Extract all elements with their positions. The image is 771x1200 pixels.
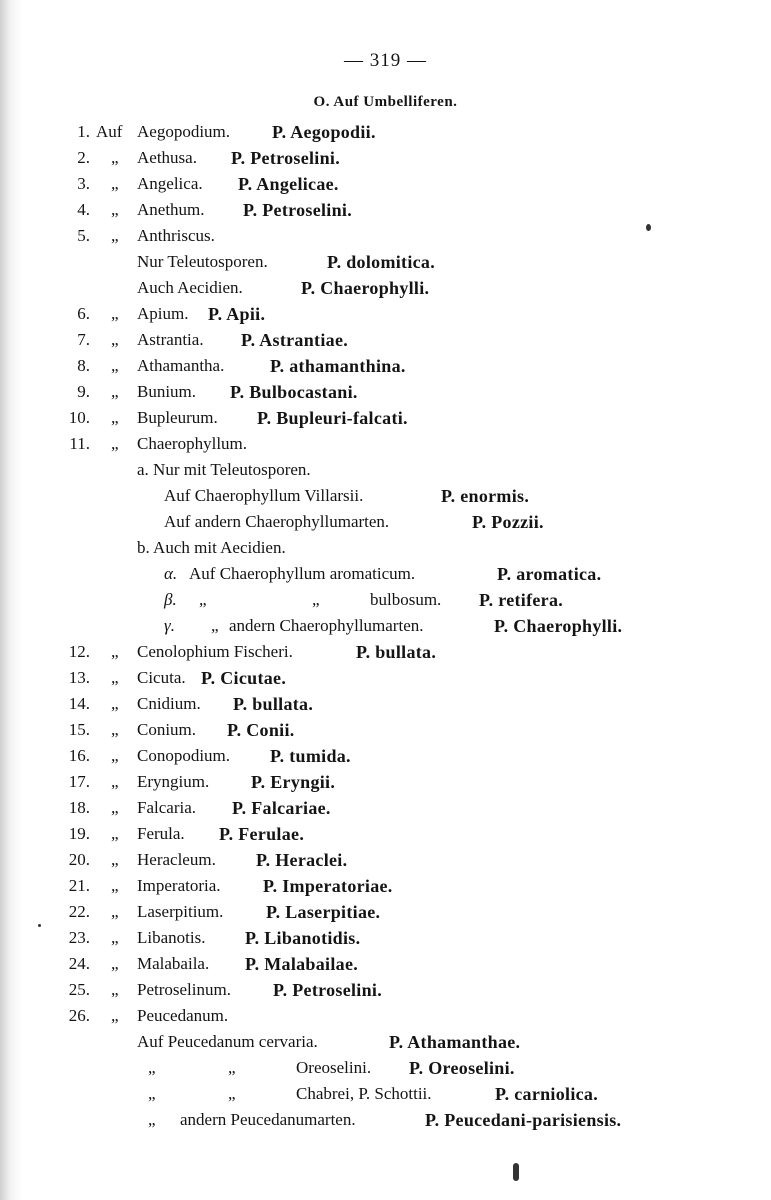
- host-plant: Apium.: [137, 304, 189, 323]
- host-plant: Peucedanum.: [137, 1006, 229, 1025]
- ditto-mark: „: [111, 668, 119, 687]
- ditto-mark: „: [111, 304, 119, 323]
- host-plant: Athamantha.: [137, 356, 225, 375]
- fungus-name: P. athamanthina.: [270, 356, 406, 376]
- host-plant: Heracleum.: [137, 850, 216, 869]
- host-plant: Petroselinum.: [137, 980, 231, 999]
- fungus-name: P. Chaerophylli.: [494, 616, 623, 636]
- ditto-mark: „: [111, 876, 119, 895]
- ditto-mark: „: [111, 408, 119, 427]
- ink-speck: [38, 924, 41, 927]
- host-plant: Falcaria.: [137, 798, 196, 817]
- fungus-name: P. Malabailae.: [245, 954, 359, 974]
- fungus-name: P. tumida.: [270, 746, 351, 766]
- sub-label: b. Auch mit Aecidien.: [137, 538, 286, 557]
- host-plant: Aethusa.: [137, 148, 197, 167]
- section-heading: O. Auf Umbelliferen.: [313, 94, 458, 110]
- ditto-mark: „: [111, 1006, 119, 1025]
- greek-mark: β.: [164, 590, 177, 609]
- ditto-mark: „: [111, 148, 119, 167]
- greek-mark: γ.: [164, 616, 175, 635]
- host-plant: Ferula.: [137, 824, 185, 843]
- fungus-name: P. carniolica.: [495, 1084, 599, 1104]
- host-plant: Angelica.: [137, 174, 203, 193]
- entry-number: 16.: [68, 746, 90, 765]
- ditto-mark: „: [111, 928, 119, 947]
- host-plant: Libanotis.: [137, 928, 206, 947]
- ditto-mark: „: [111, 850, 119, 869]
- entry-number: 6.: [77, 304, 90, 323]
- host-plant: Cicuta.: [137, 668, 186, 687]
- greek-mark: α.: [164, 564, 178, 583]
- host-plant: Anethum.: [137, 200, 205, 219]
- entry-number: 2.: [77, 148, 90, 167]
- fungus-name: P. Oreoselini.: [409, 1058, 515, 1078]
- host-plant: Cenolophium Fischeri.: [137, 642, 293, 661]
- sub-text: Auf andern Chaerophyllumarten.: [164, 512, 390, 531]
- entry-number: 13.: [68, 668, 90, 687]
- fungus-name: P. dolomitica.: [327, 252, 436, 272]
- ditto-mark: „: [312, 590, 320, 609]
- host-plant: Cnidium.: [137, 694, 201, 713]
- host-plant: Laserpitium.: [137, 902, 224, 921]
- fungus-name: P. Laserpitiae.: [266, 902, 381, 922]
- fungus-name: P. Heraclei.: [256, 850, 348, 870]
- host-plant: Malabaila.: [137, 954, 210, 973]
- ditto-mark: „: [111, 226, 119, 245]
- host-plant: Conium.: [137, 720, 197, 739]
- fungus-name: P. enormis.: [441, 486, 530, 506]
- fungus-name: P. Pozzii.: [472, 512, 544, 532]
- ditto-mark: „: [148, 1084, 156, 1103]
- sub-text: Chabrei, P. Schottii.: [296, 1084, 432, 1103]
- sub-text: bulbosum.: [370, 590, 442, 609]
- ditto-mark: „: [111, 200, 119, 219]
- sub-text: Auf Peucedanum cervaria.: [137, 1032, 318, 1051]
- fungus-name: P. Conii.: [227, 720, 295, 740]
- entry-number: 26.: [68, 1006, 90, 1025]
- entry-number: 7.: [77, 330, 90, 349]
- ditto-mark: „: [228, 1084, 236, 1103]
- sub-text: Auch Aecidien.: [137, 278, 243, 297]
- ditto-mark: „: [111, 902, 119, 921]
- fungus-name: P. Petroselini.: [243, 200, 352, 220]
- entry-number: 4.: [77, 200, 90, 219]
- ditto-mark: „: [111, 382, 119, 401]
- ditto-mark: „: [111, 720, 119, 739]
- entry-number: 12.: [68, 642, 90, 661]
- ink-speck: [513, 1163, 519, 1181]
- entry-number: 22.: [68, 902, 90, 921]
- fungus-name: P. Bupleuri-falcati.: [257, 408, 408, 428]
- ditto-mark: „: [111, 954, 119, 973]
- fungus-name: P. Cicutae.: [201, 668, 287, 688]
- fungus-name: P. aromatica.: [497, 564, 602, 584]
- ditto-mark: „: [211, 616, 219, 635]
- ditto-mark: „: [111, 798, 119, 817]
- fungus-name: P. Petroselini.: [273, 980, 382, 1000]
- fungus-name: P. Petroselini.: [231, 148, 340, 168]
- entry-number: 15.: [68, 720, 90, 739]
- host-plant: Anthriscus.: [137, 226, 215, 245]
- entry-number: 11.: [69, 434, 90, 453]
- ditto-mark: „: [111, 642, 119, 661]
- ditto-mark: „: [111, 772, 119, 791]
- entry-number: 19.: [68, 824, 90, 843]
- fungus-name: P. Eryngii.: [251, 772, 336, 792]
- host-plant: Conopodium.: [137, 746, 231, 765]
- sub-text: andern Chaerophyllumarten.: [229, 616, 424, 635]
- host-plant: Imperatoria.: [137, 876, 221, 895]
- host-plant: Bunium.: [137, 382, 197, 401]
- sub-text: Auf Chaerophyllum Villarsii.: [164, 486, 364, 505]
- sub-text: Auf Chaerophyllum aromaticum.: [189, 564, 416, 583]
- fungus-name: P. Peucedani-parisiensis.: [425, 1110, 622, 1130]
- ditto-mark: „: [111, 824, 119, 843]
- host-plant: Bupleurum.: [137, 408, 218, 427]
- ditto-mark: „: [228, 1058, 236, 1077]
- fungus-name: P. Aegopodii.: [272, 122, 376, 142]
- fungus-name: P. Apii.: [208, 304, 266, 324]
- host-plant: Eryngium.: [137, 772, 210, 791]
- ditto-mark: „: [111, 356, 119, 375]
- entry-number: 3.: [77, 174, 90, 193]
- entry-number: 24.: [68, 954, 90, 973]
- fungus-name: P. Athamanthae.: [389, 1032, 521, 1052]
- ditto-mark: „: [111, 330, 119, 349]
- fungus-name: P. retifera.: [479, 590, 564, 610]
- sub-text: andern Peucedanumarten.: [180, 1110, 356, 1129]
- entry-number: 10.: [68, 408, 90, 427]
- fungus-name: P. Angelicae.: [238, 174, 339, 194]
- entry-number: 5.: [77, 226, 90, 245]
- page-number: — 319 —: [344, 50, 427, 71]
- ditto-mark: „: [148, 1058, 156, 1077]
- entry-number: 8.: [77, 356, 90, 375]
- host-plant: Astrantia.: [137, 330, 204, 349]
- entry-number: 21.: [68, 876, 90, 895]
- entry-number: 17.: [68, 772, 90, 791]
- ditto-mark: „: [111, 434, 119, 453]
- ditto-mark: „: [148, 1110, 156, 1129]
- fungus-name: P. bullata.: [233, 694, 314, 714]
- entry-number: 1.: [77, 122, 90, 141]
- entry-number: 20.: [68, 850, 90, 869]
- entry-number: 9.: [77, 382, 90, 401]
- host-plant: Aegopodium.: [137, 122, 231, 141]
- fungus-name: P. Imperatoriae.: [263, 876, 393, 896]
- ditto-mark: „: [111, 746, 119, 765]
- fungus-name: P. bullata.: [356, 642, 437, 662]
- fungus-name: P. Ferulae.: [219, 824, 305, 844]
- ditto-mark: „: [111, 980, 119, 999]
- sub-label: a. Nur mit Teleutosporen.: [137, 460, 311, 479]
- entry-number: 25.: [68, 980, 90, 999]
- sub-text: Oreoselini.: [296, 1058, 372, 1077]
- ditto-mark: „: [111, 694, 119, 713]
- fungus-name: P. Libanotidis.: [245, 928, 361, 948]
- entry-number: 14.: [68, 694, 90, 713]
- host-plant: Chaerophyllum.: [137, 434, 248, 453]
- ditto-mark: „: [199, 590, 207, 609]
- fungus-name: P. Astrantiae.: [241, 330, 349, 350]
- entry-prefix: Auf: [96, 122, 123, 141]
- fungus-name: P. Bulbocastani.: [230, 382, 358, 402]
- ink-speck: [646, 224, 651, 231]
- entry-number: 23.: [68, 928, 90, 947]
- sub-text: Nur Teleutosporen.: [137, 252, 268, 271]
- ditto-mark: „: [111, 174, 119, 193]
- fungus-name: P. Chaerophylli.: [301, 278, 430, 298]
- fungus-name: P. Falcariae.: [232, 798, 331, 818]
- entry-number: 18.: [68, 798, 90, 817]
